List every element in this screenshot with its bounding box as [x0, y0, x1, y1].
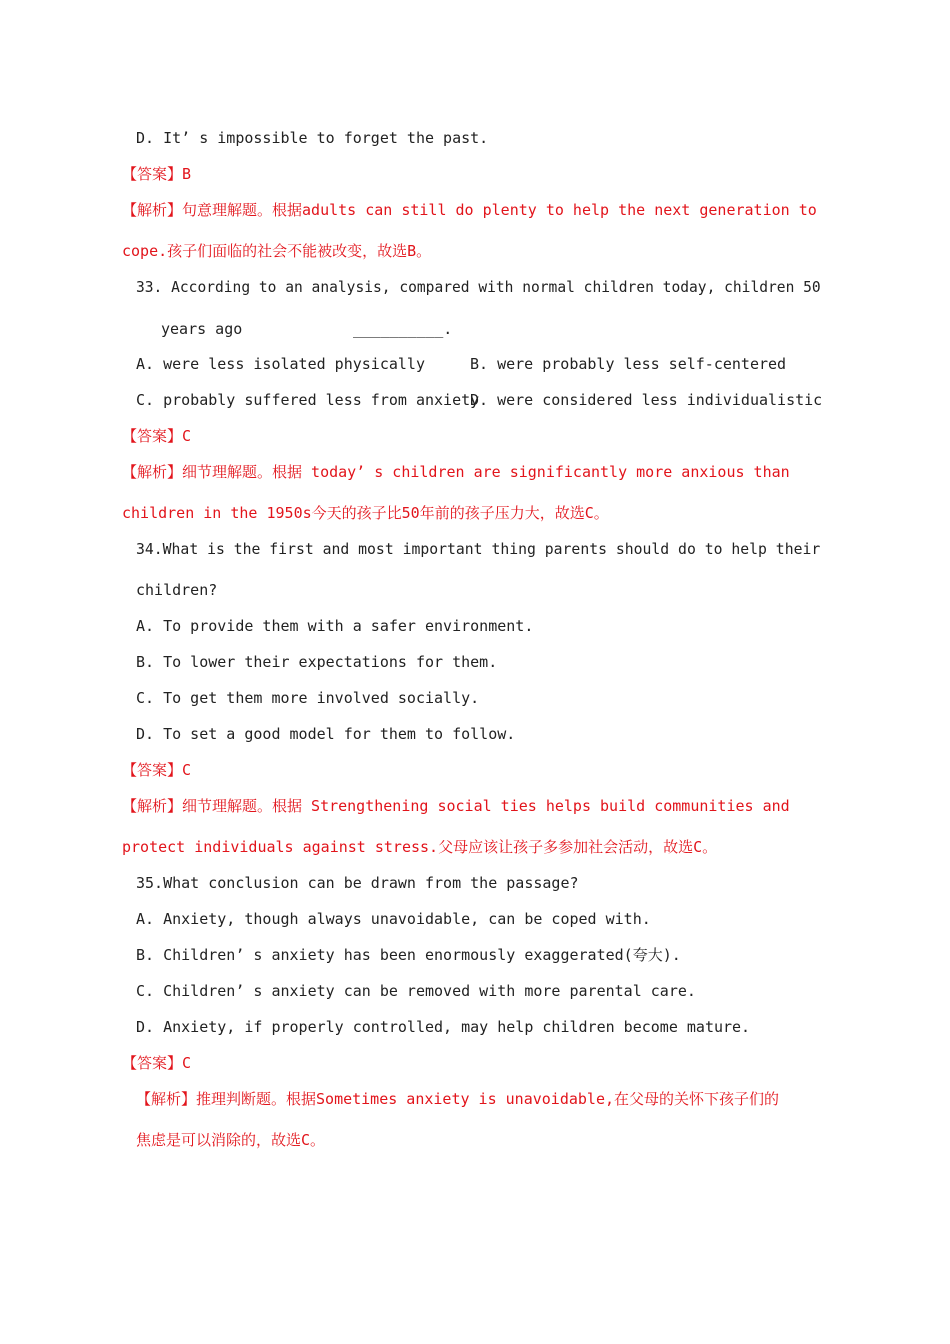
q32-option-d: D. It’ s impossible to forget the past.: [136, 129, 489, 147]
q34-analysis-line2: protect individuals against stress.父母应该让孩子多参加社会活动，故选C。: [122, 838, 718, 856]
q33-analysis-line2: children in the 1950s今天的孩子比50年前的孩子压力大，故选C。: [122, 504, 609, 522]
q32-analysis-line2: cope.孩子们面临的社会不能被改变，故选B。: [122, 242, 432, 260]
q34-option-b: B. To lower their expectations for them.: [136, 653, 498, 671]
q33-analysis-line1: 【解析】细节理解题。根据 today’ s children are significantly more anxious than: [122, 463, 790, 481]
q33-answer: 【答案】C: [122, 427, 192, 445]
q33-option-d: D. were considered less individualistic: [470, 391, 823, 409]
q33-stem-line1: 33. According to an analysis, compared with normal children today, children 50: [136, 278, 821, 296]
q35-stem: 35.What conclusion can be drawn from the passage?: [136, 874, 579, 892]
q33-option-c: C. probably suffered less from anxiety: [136, 391, 480, 409]
q35-option-c: C. Children’ s anxiety can be removed with more parental care.: [136, 982, 696, 1000]
q32-answer: 【答案】B: [122, 165, 192, 183]
q35-analysis-line2: 焦虑是可以消除的，故选C。: [136, 1131, 326, 1149]
q34-answer: 【答案】C: [122, 761, 192, 779]
q35-option-b: B. Children’ s anxiety has been enormously exaggerated(夸大).: [136, 946, 681, 964]
q35-option-a: A. Anxiety, though always unavoidable, can be coped with.: [136, 910, 651, 928]
q35-analysis-line1: 【解析】推理判断题。根据Sometimes anxiety is unavoidable,在父母的关怀下孩子们的: [136, 1090, 780, 1108]
q33-option-a: A. were less isolated physically: [136, 355, 425, 373]
q34-option-a: A. To provide them with a safer environment.: [136, 617, 534, 635]
q34-option-c: C. To get them more involved socially.: [136, 689, 480, 707]
q34-stem-line2: children?: [136, 581, 218, 599]
q33-stem-line2: years ago: [161, 320, 243, 338]
q35-option-d: D. Anxiety, if properly controlled, may help children become mature.: [136, 1018, 751, 1036]
q34-option-d: D. To set a good model for them to follow.: [136, 725, 516, 743]
q33-option-b: B. were probably less self-centered: [470, 355, 787, 373]
q32-analysis-line1: 【解析】句意理解题。根据adults can still do plenty to help the next generation to: [122, 201, 817, 219]
q33-blank: __________.: [353, 320, 453, 338]
q35-answer: 【答案】C: [122, 1054, 192, 1072]
q34-analysis-line1: 【解析】细节理解题。根据 Strengthening social ties helps build communities and: [122, 797, 790, 815]
q34-stem-line1: 34.What is the first and most important thing parents should do to help their: [136, 540, 821, 558]
